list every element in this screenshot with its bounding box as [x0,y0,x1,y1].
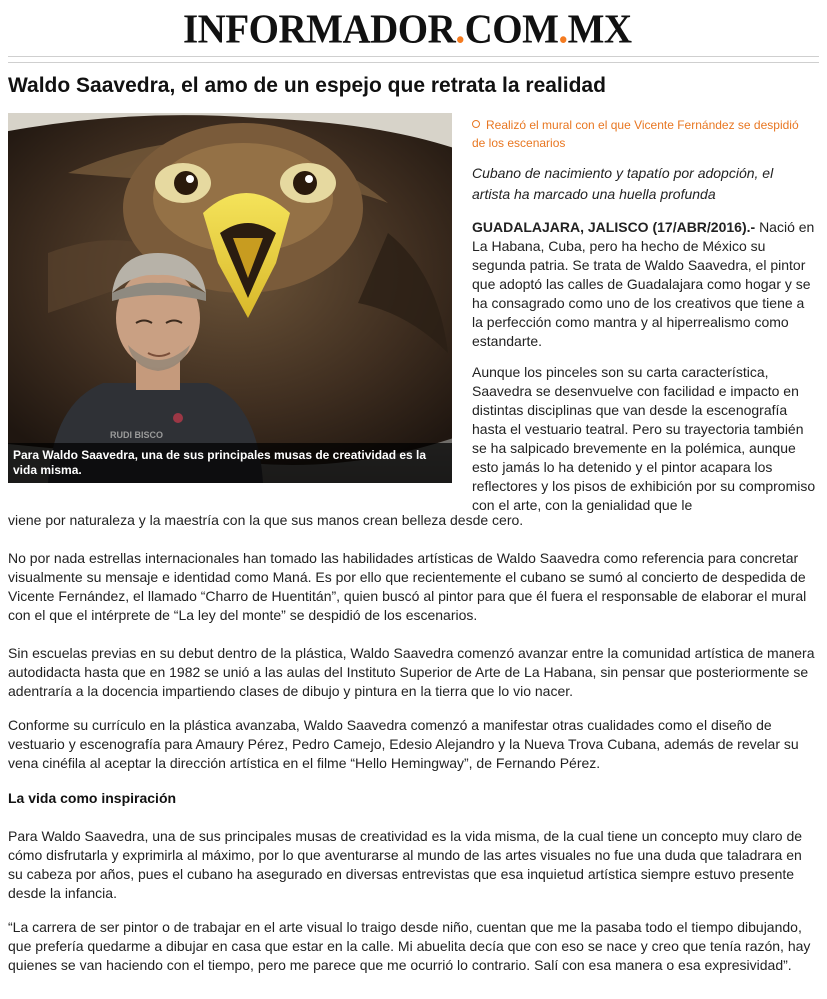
site-logo[interactable]: INFORMADOR.COM.MX [183,6,632,53]
article-subtitle: Cubano de nacimiento y tapatío por adopción, el artista ha marcado una huella profunda [472,165,774,202]
photo-caption: Para Waldo Saavedra, una de sus principales musas de creatividad es la vida misma. [8,443,452,483]
paragraph-4: Sin escuelas previas en su debut dentro de la plástica, Waldo Saavedra comenzó avanzar entre la comunidad artística de manera autodidacta hasta que en 1982 se unió a las aulas del Instituto Superior de Arte de La Habana, sin pensar que posteriormente se adentraría a la docencia impartiendo clases de dibujo y pintura en la tierra que lo vio nacer. [8,645,815,699]
paragraph-6: Para Waldo Saavedra, una de sus principales musas de creatividad es la vida misma, de la cual tiene un concepto muy claro de cómo disfrutarla y exprimirla al máximo, por lo que aventurarse al mundo de las artes visuales no fue una duda que taladrara en su cabeza por años, pues el cubano ha asegurado en diversas entrevistas que esa inquietud artística siempre estuvo presente desde la infancia. [8,828,803,901]
masthead [0,0,827,62]
shirt-print: RUDI BISCO [110,430,164,440]
dateline: GUADALAJARA, JALISCO (17/ABR/2016).- [472,219,756,235]
article-photo[interactable] [8,113,452,483]
related-link[interactable] [472,116,812,152]
masthead-divider [8,56,819,57]
paragraph-1: GUADALAJARA, JALISCO (17/ABR/2016).- Nació en La Habana, Cuba, pero ha hecho de México su segunda patria. Se trata de Waldo Saavedra, el pintor que adoptó las calles de Guadalajara como hogar y se ha consagrado como uno de los creativos que tiene a la perfección como mantra y al hiperrealismo como estandarte. [472,219,815,349]
paragraph-2: Aunque los pinceles son su carta característica, Saavedra se desenvuelve con facilidad e impacto en distintas disciplinas que van desde la escenografía hasta el vestuario teatral. Pero su trayectoria también se ha salpicado brevemente en la polémica, aunque esto jamás lo ha detenido y el pintor acapara los reflectores y los pisos de exhibición por su compromiso con el arte, con la genialidad que le [472,364,816,513]
paragraph-2-continued: viene por naturaleza y la maestría con la que sus manos crean belleza desde cero. [8,512,524,528]
related-link-text[interactable]: Realizó el mural con el que Vicente Fernández se despidió de los escenarios [472,118,799,150]
paragraph-7: “La carrera de ser pintor o de trabajar en el arte visual lo traigo desde niño, cuentan que me la pasaba todo el tiempo dibujando, que prefería quedarme a dibujar en casa que estar en la calle. Mi abuelita decía que con eso se nace y creo que tenía razón, hay quienes se van haciendo con el tiempo, pero me parece que me ocurrió lo contrario. Salí con esa manera o esa expresividad”. [8,919,811,973]
paragraph-5: Conforme su currículo en la plástica avanzaba, Waldo Saavedra comenzó a manifestar otras cualidades como el diseño de vestuario y escenografía para Amaury Pérez, Pedro Camejo, Edesio Alejandro y la Nueva Trova Cubana, además de revelar su vena cinéfila al aceptar la dirección artística en el filme “Hello Hemingway”, de Fernando Pérez. [8,717,799,771]
mural-painting [8,113,452,483]
bullet-circle-icon [472,120,480,128]
article-title: Waldo Saavedra, el amo de un espejo que retrata la realidad [8,74,606,97]
section-title: La vida como inspiración [8,790,177,806]
masthead-divider-lower [8,62,819,63]
paragraph-3: No por nada estrellas internacionales han tomado las habilidades artísticas de Waldo Saavedra como referencia para concretar visualmente su mensaje e identidad como Maná. Es por ello que recientemente el cubano se sumó al concierto de despedida de Vicente Fernández, el llamado “Charro de Huentitán”, quien buscó al pintor para que él fuera el responsable de elaborar el mural con el que el intérprete de “La ley del monte” se despidió de los escenarios. [8,550,807,623]
